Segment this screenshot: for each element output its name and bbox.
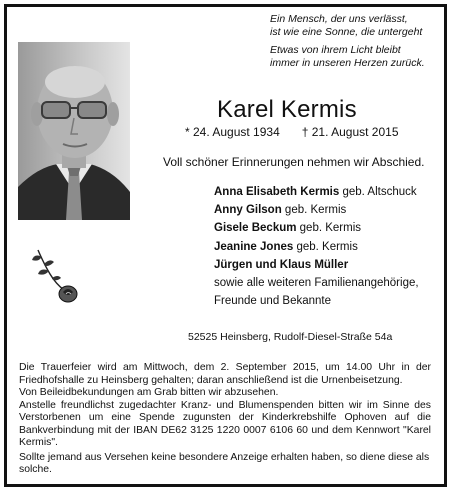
mourner-name: Jürgen und Klaus Müller: [214, 258, 349, 271]
mourner-name: Jeanine Jones: [214, 240, 294, 253]
service-information: [19, 362, 431, 477]
mourner-entry: [214, 201, 444, 219]
mourner-note: geb. Kermis: [281, 204, 347, 217]
mourner-note: geb. Kermis: [293, 240, 358, 253]
mourner-entry: [214, 183, 444, 201]
mourner-note: geb. Altschuck: [339, 186, 417, 198]
deceased-name: Karel Kermis: [217, 96, 357, 123]
family-line: sowie alle weiteren Familienangehörige,: [214, 277, 419, 290]
mourner-entry: [214, 256, 444, 274]
mourners-list: [214, 183, 444, 310]
ceremony-paragraph: Die Trauerfeier wird am Mittwoch, dem 2. September 2015, um 14.00 Uhr in der Friedhofshalle zu Heinsberg gehalten; daran anschließend ist die Urnenbeisetzung.: [19, 362, 431, 386]
mourner-note: geb. Kermis: [296, 222, 362, 235]
farewell-line: Voll schöner Erinnerungen nehmen wir Abschied.: [163, 155, 425, 169]
rose-icon: [30, 248, 82, 304]
life-dates: [185, 125, 399, 139]
mourner-name: Gisele Beckum: [214, 222, 297, 235]
mourner-entry: [214, 238, 444, 256]
quote-line: ist wie eine Sonne, die untergeht: [270, 25, 423, 38]
memorial-quote: [270, 13, 445, 69]
quote-line: immer in unseren Herzen zurück.: [270, 56, 425, 69]
donation-paragraph: Anstelle freundlichst zugedachter Kranz- und Blumenspenden bitten wir im Sinne des Verstorbenen um eine Spende zugunsten der Kinderkrebshilfe Ophoven auf die Bankverbindung mit der IBAN DE62 3125 1220 0007 6106 60 und dem Kennwort "Karel Kermis".: [19, 399, 431, 448]
mourner-name: Anny Gilson: [214, 204, 282, 217]
mourner-entry: [214, 219, 444, 237]
family-line: Freunde und Bekannte: [214, 295, 332, 308]
quote-line: Etwas von ihrem Licht bleibt: [270, 44, 401, 56]
birth-date: * 24. August 1934: [185, 125, 280, 139]
mourner-name: Anna Elisabeth Kermis: [214, 186, 340, 198]
condolence-paragraph: Von Beileidbekundungen am Grab bitten wir abzusehen.: [19, 387, 279, 398]
notice-paragraph: Sollte jemand aus Versehen keine besondere Anzeige erhalten haben, so diene diese als solche.: [19, 451, 430, 475]
mourning-address: 52525 Heinsberg, Rudolf-Diesel-Straße 54a: [188, 331, 393, 343]
portrait-photo: [18, 42, 130, 220]
quote-line: Ein Mensch, der uns verlässt,: [270, 13, 408, 25]
death-date: † 21. August 2015: [301, 125, 399, 139]
